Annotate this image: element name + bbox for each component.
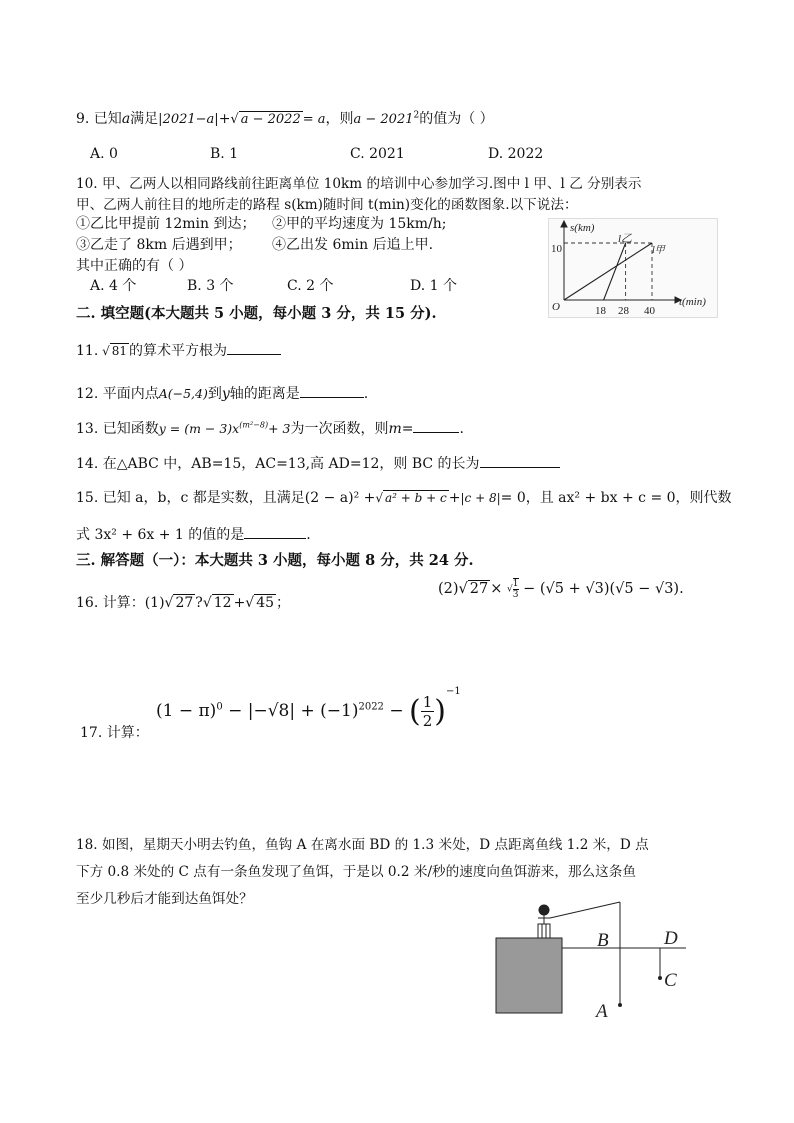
q10-option-d: D. 1 个 bbox=[410, 278, 457, 294]
q15-line1b: = 0，且 ax² + bx + c = 0，则代数 bbox=[500, 490, 732, 506]
q9-sqrt: a − 2022 bbox=[240, 112, 301, 127]
q10-option-a: A. 4 个 bbox=[90, 278, 137, 294]
q16-label: 16. 计算：(1) bbox=[76, 595, 165, 611]
q11-prefix: 11. bbox=[76, 343, 99, 359]
question-9: 9. 已知a满足|2021−a|+√ a − 2022 = a，则$a - 2021^2$的值为（ ） bbox=[76, 110, 494, 127]
fishing-diagram bbox=[494, 900, 688, 1020]
q17-expression: $(1 - \pi)^0 - |-√8| + (-1)^{2022}$ − ( $\frac{1}{2}$ )$^{-1}$ bbox=[156, 686, 461, 730]
q18-line3: 至少几秒后才能到达鱼饵处？ bbox=[76, 891, 253, 907]
q14-answer-blank[interactable] bbox=[480, 455, 560, 468]
question-13: 13. 已知函数$y = (m - 3)x^{(m^2-8)}+ 3$为一次函数，则m= . bbox=[76, 420, 464, 437]
section-2-title: 二. 填空题(本大题共 5 小题，每小题 3 分，共 15 分). bbox=[76, 305, 437, 322]
q9-option-b: B. 1 bbox=[210, 146, 239, 162]
q11-answer-blank[interactable] bbox=[227, 342, 281, 355]
x-tick-18: 18 bbox=[595, 305, 606, 317]
q10-statement-3: ③乙走了 8km 后遇到甲； bbox=[76, 237, 242, 253]
y-axis-label: s(km) bbox=[570, 222, 595, 234]
origin-label: O bbox=[552, 301, 560, 313]
q10-line2: 甲、乙两人前往目的地所走的路程 s(km)随时间 t(min)变化的函数图象.以下说法： bbox=[76, 197, 578, 213]
q18-line2: 下方 0.8 米处的 C 点有一条鱼发现了鱼饵，于是以 0.2 米/秒的速度向鱼饵游来，那么这条鱼 bbox=[76, 864, 636, 880]
dock-block bbox=[496, 938, 562, 1013]
q9-plus: + bbox=[218, 111, 231, 127]
q13-text1: 13. 已知函数 bbox=[76, 421, 159, 437]
question-12: 12. 平面内点A(−5,4)到y轴的距离是 . bbox=[76, 386, 369, 402]
q12-point: A(−5,4) bbox=[158, 386, 208, 401]
q16-p2-label: (2) bbox=[438, 581, 459, 597]
fishing-rod bbox=[550, 902, 620, 918]
q13-var: m bbox=[388, 421, 402, 437]
label-d: D bbox=[664, 928, 678, 949]
question-11: 11. √ 81 的算术平方根为 bbox=[76, 340, 281, 360]
series-label-jia: l甲 bbox=[652, 245, 665, 256]
label-a: A bbox=[596, 1001, 608, 1020]
q13-function: y = (m − 3)x bbox=[158, 421, 240, 436]
label-c: C bbox=[664, 970, 677, 991]
q17-label: 17. 计算： bbox=[80, 725, 149, 741]
q15-sqrt: a² + b + c bbox=[385, 491, 447, 505]
q10-options bbox=[90, 275, 457, 295]
q9-abs: |2021−a| bbox=[158, 112, 219, 127]
q13-answer-blank[interactable] bbox=[413, 420, 459, 433]
q10-option-c: C. 2 个 bbox=[287, 278, 334, 294]
q9-var-a: a bbox=[121, 111, 131, 127]
q12-text2: 到 bbox=[207, 386, 222, 402]
q9-suffix: 的值为（ ） bbox=[419, 111, 494, 127]
q9-target-exp: 2 bbox=[413, 110, 420, 121]
q15-answer-blank[interactable] bbox=[244, 526, 306, 539]
q9-option-d: D. 2022 bbox=[488, 146, 544, 162]
q18-line1: 18. 如图，星期天小明去钓鱼，鱼钩 A 在离水面 BD 的 1.3 米处，D 点距离鱼线 1.2 米，D 点 bbox=[76, 837, 649, 853]
q10-statement-4: ④乙出发 6min 后追上甲. bbox=[272, 237, 434, 253]
label-b: B bbox=[597, 930, 609, 951]
x-axis-label: t(min) bbox=[679, 296, 706, 308]
q9-options bbox=[90, 146, 543, 162]
q15-line2: 式 3x² + 6x + 1 的值的是 bbox=[76, 527, 245, 543]
q9-cond: 满足 bbox=[130, 111, 159, 127]
q10-statement-1: ①乙比甲提前 12min 到达； bbox=[76, 216, 256, 232]
point-c bbox=[658, 976, 662, 980]
question-15-line2: 式 3x² + 6x + 1 的值的是 . bbox=[76, 527, 311, 543]
question-15-line1: 15. 已知 a，b，c 都是实数，且满足(2 − a)² +√ a² + b + c +|c + 8|= 0，且 ax² + bx + c = 0，则代数 bbox=[76, 490, 732, 506]
q14-text: 14. 在△ABC 中，AB=15，AC=13,高 AD=12，则 BC 的长为 bbox=[76, 456, 480, 472]
q15-abs: |c + 8| bbox=[460, 491, 501, 505]
section-3-title: 三. 解答题（一）：本大题共 3 小题，每小题 8 分，共 24 分. bbox=[76, 552, 474, 569]
q9-option-c: C. 2021 bbox=[350, 146, 405, 162]
q11-radicand: 81 bbox=[111, 344, 128, 358]
pedestal bbox=[538, 924, 550, 938]
q10-option-b: B. 3 个 bbox=[187, 278, 234, 294]
question-16-part2: (2)√ 27 × √ $\frac{1}{3}$ − (√5 + √3)(√5 − √3). bbox=[438, 579, 684, 600]
q15-line1a: 15. 已知 a，b，c 都是实数，且满足(2 − a)² + bbox=[76, 490, 376, 506]
x-tick-28: 28 bbox=[618, 305, 629, 317]
q9-target: a − 2021 bbox=[353, 112, 414, 127]
q10-ask: 其中正确的有（ ） bbox=[76, 258, 193, 274]
q16-p2-rest: − (√5 + √3)(√5 − √3). bbox=[523, 581, 684, 597]
y-tick-10: 10 bbox=[551, 243, 562, 255]
series-label-yi: l乙 bbox=[618, 233, 633, 245]
hook-point bbox=[618, 1003, 622, 1007]
q12-text3: 轴的距离是 bbox=[229, 386, 300, 402]
q9-mid: ，则 bbox=[325, 111, 354, 127]
q12-axis: y bbox=[221, 386, 230, 402]
q13-text2: 为一次函数，则 bbox=[290, 421, 389, 437]
q9-option-a: A. 0 bbox=[90, 146, 118, 162]
q10-statement-2: ②甲的平均速度为 15km/h; bbox=[272, 216, 447, 232]
q10-line1: 10. 甲、乙两人以相同路线前往距离单位 10km 的培训中心参加学习.图中 l 甲、l 乙 分别表示 bbox=[76, 176, 642, 192]
x-tick-40: 40 bbox=[644, 305, 655, 317]
question-16-part1: 16. 计算：(1)√ 27 ?√ 12 +√ 45 ； bbox=[76, 595, 291, 611]
person-figure bbox=[538, 905, 550, 924]
q12-answer-blank[interactable] bbox=[300, 385, 364, 398]
q9-eq: = a bbox=[302, 112, 326, 127]
q13-exponent: (m²−8) bbox=[239, 420, 269, 430]
question-14 bbox=[76, 453, 560, 473]
q11-text: 的算术平方根为 bbox=[129, 343, 228, 359]
q12-text1: 12. 平面内点 bbox=[76, 386, 159, 402]
distance-time-graph bbox=[548, 218, 718, 318]
q9-prefix: 9. 已知 bbox=[76, 111, 122, 127]
